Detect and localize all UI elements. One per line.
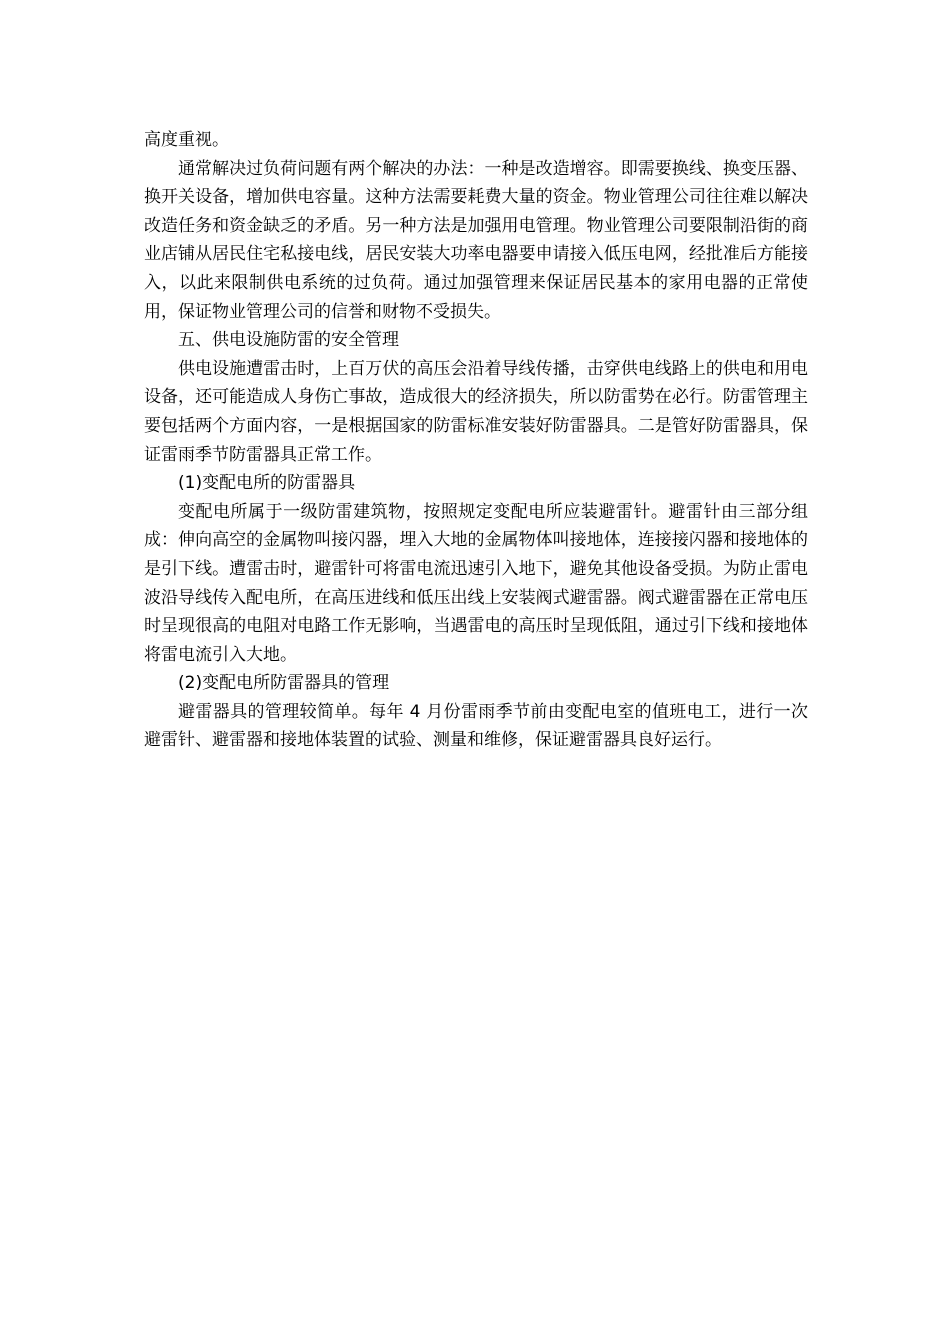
paragraph-substation-devices: 变配电所属于一级防雷建筑物，按照规定变配电所应装避雷针。避雷针由三部分组成：伸向高空的金属物叫接闪器，埋入大地的金属物体叫接地体，连接接闪器和接地体的是引下线。遭雷击时，避雷针可将雷电流迅速引入地下，避免其他设备受损。为防止雷电波沿导线传入配电所，在高压进线和低压出线上安装阀式避雷器。阀式避雷器在正常电压时呈现很高的电阻对电路工作无影响，当遇雷电的高压时呈现低阻，通过引下线和接地体将雷电流引入大地。 bbox=[144, 501, 808, 665]
subheading-device-management: (2)变配电所防雷器具的管理 bbox=[178, 673, 390, 694]
document-body bbox=[144, 126, 808, 755]
paragraph-overload-solutions: 通常解决过负荷问题有两个解决的办法：一种是改造增容。即需要换线、换变压器、换开关设备，增加供电容量。这种方法需要耗费大量的资金。物业管理公司往往难以解决改造任务和资金缺乏的矛盾。另一种方法是加强用电管理。物业管理公司要限制沿街的商业店铺从居民住宅私接电线，居民安装大功率电器要申请接入低压电网，经批准后方能接入，以此来限制供电系统的过负荷。通过加强管理来保证居民基本的家用电器的正常使用，保证物业管理公司的信誉和财物不受损失。 bbox=[144, 158, 808, 322]
paragraph-lightning-intro: 供电设施遭雷击时，上百万伏的高压会沿着导线传播，击穿供电线路上的供电和用电设备，还可能造成人身伤亡事故，造成很大的经济损失，所以防雷势在必行。防雷管理主要包括两个方面内容，一是根据国家的防雷标准安装好防雷器具。二是管好防雷器具，保证雷雨季节防雷器具正常工作。 bbox=[144, 358, 808, 465]
section-heading-lightning-protection: 五、供电设施防雷的安全管理 bbox=[178, 330, 399, 351]
subheading-substation-devices: (1)变配电所的防雷器具 bbox=[178, 473, 356, 494]
paragraph-continuation: 高度重视。 bbox=[144, 130, 229, 150]
paragraph-device-management: 避雷器具的管理较简单。每年 4 月份雷雨季节前由变配电室的值班电工，进行一次避雷针、避雷器和接地体装置的试验、测量和维修，保证避雷器具良好运行。 bbox=[144, 701, 808, 751]
